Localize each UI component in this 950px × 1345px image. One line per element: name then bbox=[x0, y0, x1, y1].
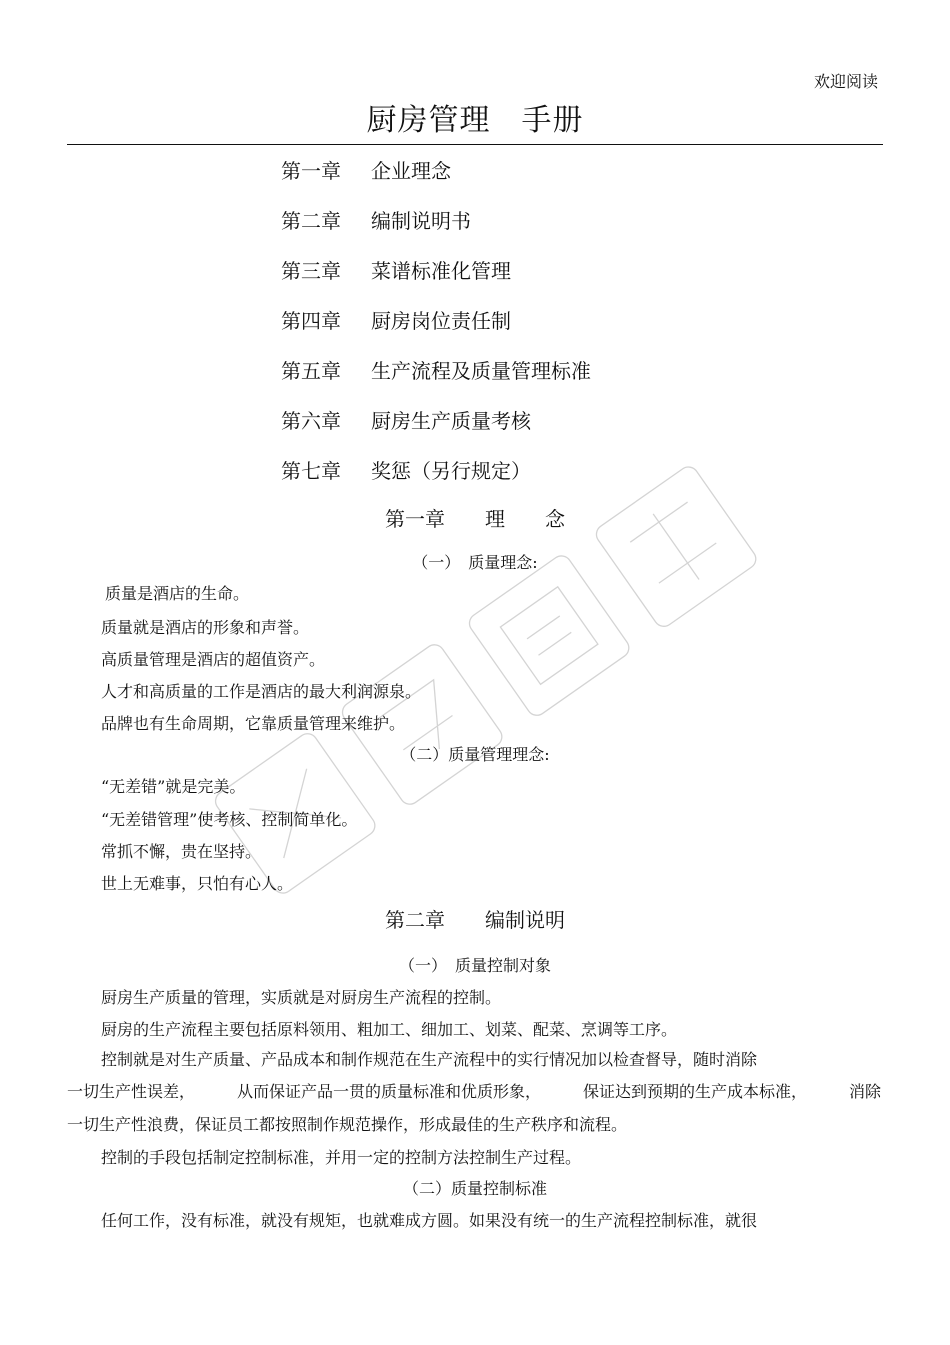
toc-item[interactable] bbox=[281, 206, 591, 256]
toc-item[interactable] bbox=[281, 356, 591, 406]
paragraph-line: 品牌也有生命周期，它靠质量管理来维护。 bbox=[101, 714, 406, 733]
toc-item-title: 生产流程及质量管理标准 bbox=[371, 359, 591, 383]
toc-item-number: 第六章 bbox=[281, 409, 341, 433]
paragraph-line: 厨房的生产流程主要包括原料领用、粗加工、细加工、划菜、配菜、烹调等工序。 bbox=[101, 1020, 678, 1039]
toc-item-number: 第七章 bbox=[281, 459, 341, 483]
paragraph-line: 控制就是对生产质量、产品成本和制作规范在生产流程中的实行情况加以检查督导，随时消除 bbox=[101, 1050, 758, 1069]
toc-item-title: 菜谱标准化管理 bbox=[371, 259, 511, 283]
toc-item[interactable] bbox=[281, 406, 591, 456]
toc-item-number: 第三章 bbox=[281, 259, 341, 283]
paragraph-line: 人才和高质量的工作是酒店的最大利润源泉。 bbox=[101, 682, 422, 701]
text-fragment: 消除 bbox=[848, 1082, 881, 1101]
toc-item[interactable] bbox=[281, 256, 591, 306]
paragraph-line-justified bbox=[67, 1081, 881, 1103]
text-fragment: 保证达到预期的生产成本标准， bbox=[582, 1082, 807, 1101]
toc-item-title: 编制说明书 bbox=[371, 209, 471, 233]
paragraph-line: 世上无难事，只怕有心人。 bbox=[101, 874, 294, 893]
document-title: 厨房管理 手册 bbox=[366, 103, 584, 138]
paragraph-line: 厨房生产质量的管理，实质就是对厨房生产流程的控制。 bbox=[101, 988, 502, 1007]
chapter-1-heading: 第一章 理 念 bbox=[385, 507, 565, 531]
paragraph-line: 高质量管理是酒店的超值资产。 bbox=[101, 650, 326, 669]
toc-item-title: 厨房岗位责任制 bbox=[371, 309, 511, 333]
paragraph-line: 控制的手段包括制定控制标准，并用一定的控制方法控制生产过程。 bbox=[101, 1148, 582, 1167]
toc-item-title: 奖惩（另行规定） bbox=[371, 459, 531, 483]
toc-item-title: 企业理念 bbox=[371, 159, 451, 183]
toc-item-title: 厨房生产质量考核 bbox=[371, 409, 531, 433]
chapter-1-section-1-heading: （一） 质量理念: bbox=[412, 553, 538, 572]
toc-item[interactable] bbox=[281, 306, 591, 356]
paragraph-line: 一切生产性浪费，保证员工都按照制作规范操作，形成最佳的生产秩序和流程。 bbox=[67, 1115, 628, 1134]
toc-item[interactable] bbox=[281, 156, 591, 206]
chapter-2-section-1-heading: （一） 质量控制对象 bbox=[398, 956, 551, 975]
title-divider bbox=[67, 144, 883, 145]
chapter-1-section-2-heading: （二）质量管理理念: bbox=[400, 745, 550, 764]
header-note: 欢迎阅读 bbox=[813, 72, 878, 91]
text-fragment: 一切生产性误差， bbox=[67, 1082, 196, 1101]
toc-item-number: 第一章 bbox=[281, 159, 341, 183]
paragraph-line: “无差错管理”使考核、控制简单化。 bbox=[101, 810, 358, 829]
paragraph-line: 质量就是酒店的形象和声誉。 bbox=[101, 618, 310, 637]
toc-item-number: 第二章 bbox=[281, 209, 341, 233]
chapter-2-heading: 第二章 编制说明 bbox=[385, 908, 565, 932]
paragraph-line: 常抓不懈，贵在坚持。 bbox=[101, 842, 262, 861]
paragraph-line: 质量是酒店的生命。 bbox=[105, 584, 250, 603]
toc-item-number: 第五章 bbox=[281, 359, 341, 383]
chapter-2-section-2-heading: （二）质量控制标准 bbox=[402, 1179, 547, 1198]
paragraph-line: 任何工作，没有标准，就没有规矩，也就难成方圆。如果没有统一的生产流程控制标准，就很 bbox=[101, 1211, 758, 1230]
toc-item[interactable] bbox=[281, 456, 591, 506]
text-fragment: 从而保证产品一贯的质量标准和优质形象， bbox=[236, 1082, 541, 1101]
paragraph-line: “无差错”就是完美。 bbox=[101, 777, 246, 796]
toc-item-number: 第四章 bbox=[281, 309, 341, 333]
table-of-contents bbox=[281, 156, 591, 506]
